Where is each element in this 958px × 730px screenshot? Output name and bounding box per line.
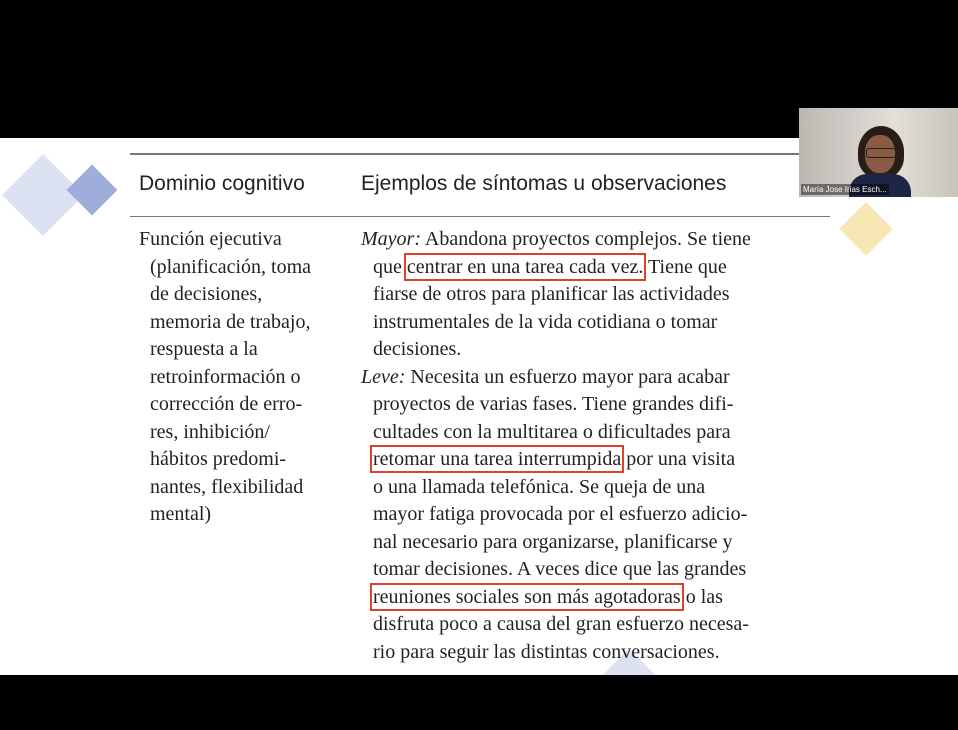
example-line: mayor fatiga provocada por el esfuerzo adicio- (373, 503, 748, 525)
example-line (361, 446, 841, 474)
table-top-rule (130, 153, 830, 155)
column-header-domain: Dominio cognitivo (139, 172, 305, 195)
example-line: fiarse de otros para planificar las actividades (373, 283, 730, 305)
examples-cell (361, 226, 841, 666)
domain-line: retroinformación o (150, 365, 301, 388)
example-line: rio para seguir las distintas conversaciones. (373, 640, 720, 663)
example-line: decisiones. (373, 338, 462, 360)
presentation-slide (0, 138, 958, 675)
example-line (361, 364, 841, 392)
example-text: Necesita un esfuerzo mayor para acabar (405, 365, 730, 388)
example-line: cultades con la multitarea o dificultades para (373, 420, 731, 443)
participant-video-tile[interactable] (799, 108, 958, 197)
domain-line: de decisiones, (150, 283, 263, 305)
decorative-diamond (839, 202, 893, 256)
highlight-box: centrar en una tarea cada vez. (406, 255, 644, 278)
domain-line: (planificación, toma (150, 255, 312, 278)
domain-line: res, inhibición/ (150, 420, 270, 443)
severity-label-leve: Leve: (361, 365, 406, 388)
decorative-diamond (67, 165, 118, 216)
example-line (361, 584, 841, 612)
example-text: Tiene que (643, 255, 727, 278)
domain-line: mental) (150, 503, 212, 525)
domain-line: memoria de trabajo, (150, 310, 311, 333)
example-line: proyectos de varias fases. Tiene grandes difi- (373, 393, 734, 415)
column-header-examples: Ejemplos de síntomas u observaciones (361, 172, 727, 195)
example-line: disfruta poco a causa del gran esfuerzo necesa- (373, 613, 749, 635)
severity-label-mayor: Mayor: (361, 228, 421, 250)
example-text: o las (680, 585, 723, 608)
domain-line: hábitos predomi- (150, 448, 287, 470)
domain-line: respuesta a la (150, 338, 258, 360)
example-line: o una llamada telefónica. Se queja de una (373, 475, 706, 498)
example-line: tomar decisiones. A veces dice que las grandes (373, 558, 747, 580)
example-text: por una visita (621, 448, 736, 470)
example-text: que (373, 255, 407, 278)
example-line (361, 254, 841, 282)
highlight-box: reuniones sociales son más agotadoras (373, 585, 681, 608)
domain-line: nantes, flexibilidad (150, 475, 304, 498)
domain-line: corrección de erro- (150, 393, 303, 415)
table-header-rule (130, 216, 830, 217)
highlight-box: retomar una tarea interrumpida (373, 448, 622, 470)
example-text: Abandona proyectos complejos. Se tiene (420, 228, 751, 250)
example-line: instrumentales de la vida cotidiana o tomar (373, 310, 718, 333)
glasses-icon (866, 148, 896, 158)
example-line (361, 226, 841, 254)
domain-line: Función ejecutiva (139, 228, 282, 250)
participant-name: María Jose Irias Esch... (803, 185, 887, 194)
example-line: nal necesario para organizarse, planificarse y (373, 530, 733, 553)
domain-cell (139, 226, 354, 529)
